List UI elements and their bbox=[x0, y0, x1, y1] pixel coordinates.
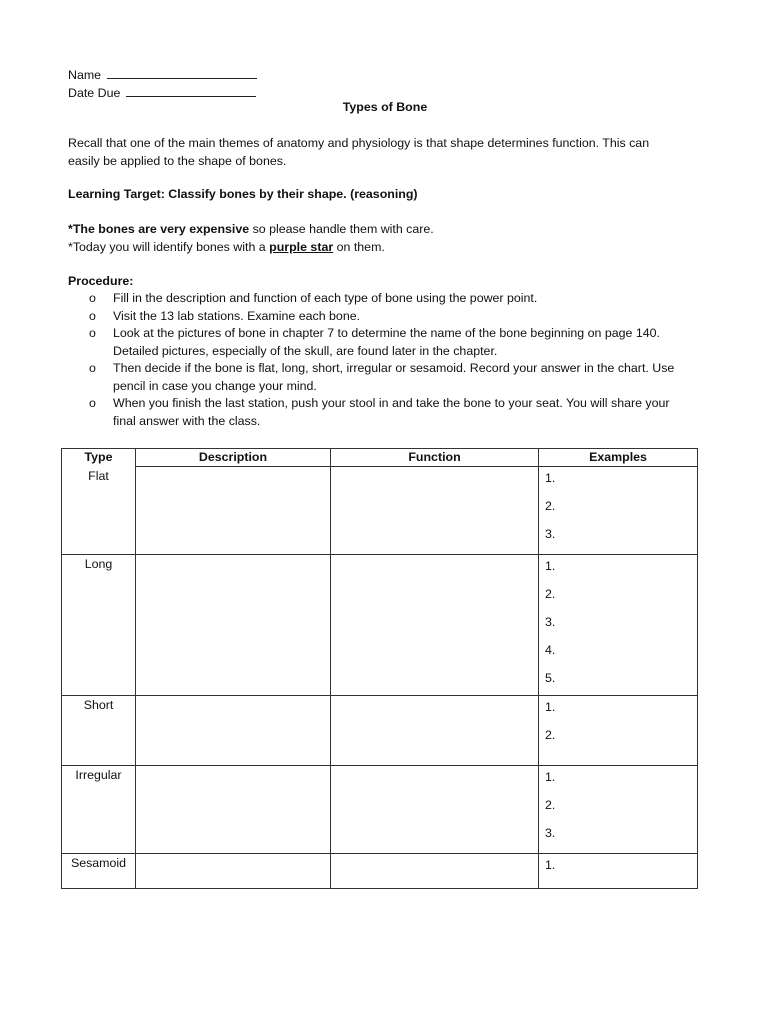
table-row bbox=[62, 467, 698, 555]
procedure-step bbox=[68, 360, 708, 395]
header-function: Function bbox=[331, 449, 539, 467]
example-number: 1. bbox=[545, 770, 556, 784]
bone-type-cell bbox=[62, 467, 136, 555]
bone-type-cell bbox=[62, 766, 136, 854]
example-number: 2. bbox=[545, 728, 556, 742]
procedure-step-line: Look at the pictures of bone in chapter 7 to determine the name of the bone beginning on page 140. bbox=[113, 326, 660, 340]
procedure-step-line: Fill in the description and function of each type of bone using the power point. bbox=[113, 291, 538, 305]
care-note-1-rest: so please handle them with care. bbox=[249, 222, 434, 236]
table-row bbox=[62, 766, 698, 854]
care-note-2 bbox=[68, 239, 688, 257]
examples-cell[interactable] bbox=[539, 854, 698, 889]
care-note-1 bbox=[68, 221, 688, 239]
procedure-step-line: final answer with the class. bbox=[113, 413, 261, 428]
procedure-step-line: When you finish the last station, push your stool in and take the bone to your seat. You will share your bbox=[113, 396, 670, 410]
care-note-2-post: on them. bbox=[333, 239, 385, 254]
bullet-icon: o bbox=[89, 326, 96, 340]
bone-type-label: Irregular bbox=[75, 768, 122, 782]
name-line bbox=[68, 65, 257, 85]
bullet-icon: o bbox=[89, 396, 96, 410]
procedure-step bbox=[68, 290, 708, 308]
function-cell[interactable] bbox=[331, 854, 539, 889]
example-number: 3. bbox=[545, 527, 556, 541]
function-cell[interactable] bbox=[331, 467, 539, 555]
intro-paragraph bbox=[68, 135, 688, 170]
procedure-step-line: pencil in case you change your mind. bbox=[113, 378, 317, 393]
function-cell[interactable] bbox=[331, 766, 539, 854]
bullet-icon: o bbox=[89, 291, 96, 305]
header-examples: Examples bbox=[539, 449, 698, 467]
care-note-2-pre: *Today you will identify bones with a bbox=[68, 239, 270, 254]
example-number: 3. bbox=[545, 826, 556, 840]
bone-rows bbox=[62, 467, 698, 889]
bone-types-table bbox=[61, 448, 698, 889]
bone-type-cell bbox=[62, 854, 136, 889]
examples-cell[interactable] bbox=[539, 555, 698, 696]
name-blank bbox=[107, 65, 257, 79]
example-number: 4. bbox=[545, 643, 556, 657]
intro-line-2: easily be applied to the shape of bones. bbox=[68, 153, 287, 168]
examples-cell[interactable] bbox=[539, 766, 698, 854]
page-title: Types of Bone bbox=[342, 100, 428, 114]
purple-star-text: purple star bbox=[269, 239, 334, 254]
procedure-heading: Procedure: bbox=[68, 274, 134, 288]
procedure-step-line: Then decide if the bone is flat, long, short, irregular or sesamoid. Record your answer in the chart. Use bbox=[113, 361, 675, 375]
example-number: 1. bbox=[545, 471, 556, 485]
date-due-blank bbox=[126, 83, 256, 97]
table-row bbox=[62, 854, 698, 889]
intro-line-1: Recall that one of the main themes of anatomy and physiology is that shape determines function. This can bbox=[68, 136, 650, 150]
bullet-icon: o bbox=[89, 308, 96, 323]
header-type: Type bbox=[62, 449, 136, 467]
example-number: 2. bbox=[545, 499, 556, 513]
bone-type-cell bbox=[62, 696, 136, 766]
procedure-list bbox=[68, 290, 708, 430]
example-number: 1. bbox=[545, 858, 556, 872]
procedure-step bbox=[68, 308, 708, 326]
description-cell[interactable] bbox=[136, 555, 331, 696]
procedure-step bbox=[68, 325, 708, 360]
examples-cell[interactable] bbox=[539, 696, 698, 766]
learning-target: Learning Target: Classify bones by their shape. (reasoning) bbox=[68, 187, 418, 201]
bone-type-label: Sesamoid bbox=[70, 856, 127, 870]
bone-type-label: Flat bbox=[88, 468, 109, 483]
examples-cell[interactable] bbox=[539, 467, 698, 555]
bone-type-label: Short bbox=[83, 698, 114, 712]
bone-type-label: Long bbox=[84, 557, 113, 571]
example-number: 5. bbox=[545, 671, 556, 685]
care-notes bbox=[68, 221, 688, 256]
example-number: 3. bbox=[545, 615, 556, 629]
description-cell[interactable] bbox=[136, 854, 331, 889]
header-description: Description bbox=[136, 449, 331, 467]
bone-type-cell bbox=[62, 555, 136, 696]
table-header-row bbox=[62, 449, 698, 467]
example-number: 1. bbox=[545, 700, 556, 714]
procedure-step-line: Visit the 13 lab stations. Examine each bone. bbox=[113, 308, 361, 323]
name-label: Name bbox=[68, 68, 102, 82]
function-cell[interactable] bbox=[331, 555, 539, 696]
table-row bbox=[62, 555, 698, 696]
care-note-1-bold: *The bones are very expensive bbox=[68, 222, 250, 236]
procedure-step-line: Detailed pictures, especially of the skull, are found later in the chapter. bbox=[113, 343, 498, 358]
description-cell[interactable] bbox=[136, 696, 331, 766]
procedure-step bbox=[68, 395, 708, 430]
example-number: 2. bbox=[545, 587, 556, 601]
description-cell[interactable] bbox=[136, 467, 331, 555]
date-due-label: Date Due bbox=[68, 86, 121, 100]
bullet-icon: o bbox=[89, 361, 96, 375]
example-number: 1. bbox=[545, 559, 556, 573]
description-cell[interactable] bbox=[136, 766, 331, 854]
table-row bbox=[62, 696, 698, 766]
example-number: 2. bbox=[545, 798, 556, 812]
function-cell[interactable] bbox=[331, 696, 539, 766]
